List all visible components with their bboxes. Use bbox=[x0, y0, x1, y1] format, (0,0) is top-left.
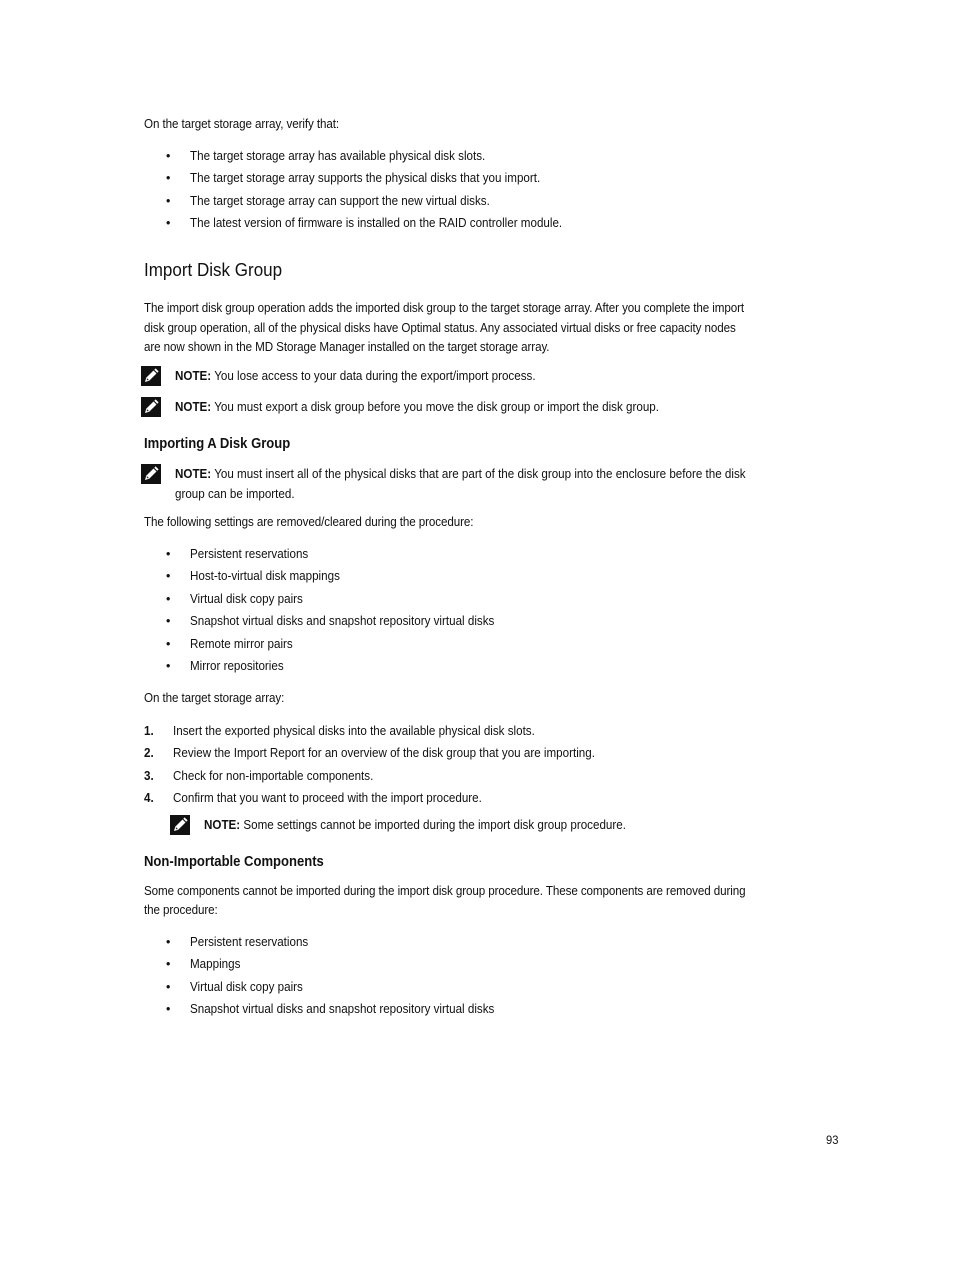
pencil-note-icon bbox=[140, 396, 162, 418]
bullet-glyph: • bbox=[166, 957, 171, 972]
bullet-glyph: • bbox=[166, 614, 171, 629]
bullet-glyph: • bbox=[166, 1002, 171, 1017]
pencil-note-icon bbox=[140, 365, 162, 387]
pencil-note-icon bbox=[169, 814, 191, 836]
bullet-glyph: • bbox=[166, 216, 171, 231]
section-heading-non-importable-components: Non-Importable Components bbox=[144, 854, 324, 870]
removed-settings-lead: The following settings are removed/cleared during the procedure: bbox=[144, 515, 474, 529]
bullet-glyph: • bbox=[166, 547, 171, 561]
bullet-glyph: • bbox=[166, 193, 171, 208]
section-heading-importing-a-disk-group: Importing A Disk Group bbox=[144, 436, 291, 452]
note-text: NOTE: Some settings cannot be imported during the import disk group procedure. bbox=[204, 818, 626, 832]
import-paragraph-line-1: The import disk group operation adds the imported disk group to the target storage array. After you complete the import bbox=[144, 301, 745, 315]
nonimportable-paragraph-line-2: the procedure: bbox=[144, 903, 218, 917]
bullet-glyph: • bbox=[166, 171, 171, 186]
pencil-note-icon bbox=[140, 463, 162, 485]
bullet-glyph: • bbox=[166, 935, 171, 949]
import-paragraph-line-3: are now shown in the MD Storage Manager installed on the target storage array. bbox=[144, 340, 550, 354]
bullet-glyph: • bbox=[166, 658, 171, 673]
note-text-continuation: group can be imported. bbox=[175, 486, 295, 501]
note-text: NOTE: You lose access to your data during the export/import process. bbox=[175, 369, 536, 383]
intro-lead: On the target storage array, verify that: bbox=[144, 117, 339, 131]
page-number: 93 bbox=[826, 1133, 839, 1147]
bullet-glyph: • bbox=[166, 149, 171, 163]
bullet-glyph: • bbox=[166, 979, 171, 994]
document-page: On the target storage array, verify that: • The target storage array has available physical disk slots. • The target storage array supports the physical disks that you import. • The target storage array can support the new virtual disks. • The latest version of firmware is installed on the RAID controller module. Import Disk Group The import disk group operation adds the imported disk group to the target storage array. After you complete the import disk group operation, all of the physical disks have Optimal status. Any associated virtual disks or free capacity nodes are now shown in the MD Storage Manager installed on the target storage array. NOTE: You lose access to your data during the export/import process. NOTE: You must export a disk group before you move the disk group or import the disk group. Importing A Disk Group NOTE: You must insert all of the physical disks that are part of the disk group into the enclosure before the disk group can be imported. The following settings are removed/cleared during the procedure: • Persistent reservations • Host-to-virtual disk mappings • Virtual disk copy pairs • Snapshot virtual disks and snapshot repository virtual disks • Remote mirror pairs • Mirror repositories On the target storage array: 1. Insert the exported physical disks into the available physical disk slots. 2. Review the Import Report for an overview of the disk group that you are importing. 3. Check for non-importable components. 4. Confirm that you want to proceed with the import procedure. NOTE: Some settings cannot be imported during the import disk group procedure. Non-Importable Components Some components cannot be imported during the import disk group procedure. These components are removed during the procedure: • Persistent reservations • Mappings • Virtual disk copy pairs • Snapshot virtual disks and snapshot repository virtual disks bbox=[144, 0, 844, 1268]
bullet-glyph: • bbox=[166, 636, 171, 651]
steps-lead: On the target storage array: bbox=[144, 691, 285, 705]
note-text: NOTE: You must insert all of the physical disks that are part of the disk group into the enclosure before the disk bbox=[175, 467, 746, 481]
section-heading-import-disk-group: Import Disk Group bbox=[144, 259, 283, 280]
bullet-glyph: • bbox=[166, 591, 171, 606]
nonimportable-paragraph-line-1: Some components cannot be imported during the import disk group procedure. These components are removed during bbox=[144, 884, 746, 898]
import-paragraph-line-2: disk group operation, all of the physical disks have Optimal status. Any associated virtual disks or free capacity nodes bbox=[144, 321, 736, 335]
bullet-glyph: • bbox=[166, 569, 171, 584]
note-text: NOTE: You must export a disk group before you move the disk group or import the disk group. bbox=[175, 400, 659, 414]
